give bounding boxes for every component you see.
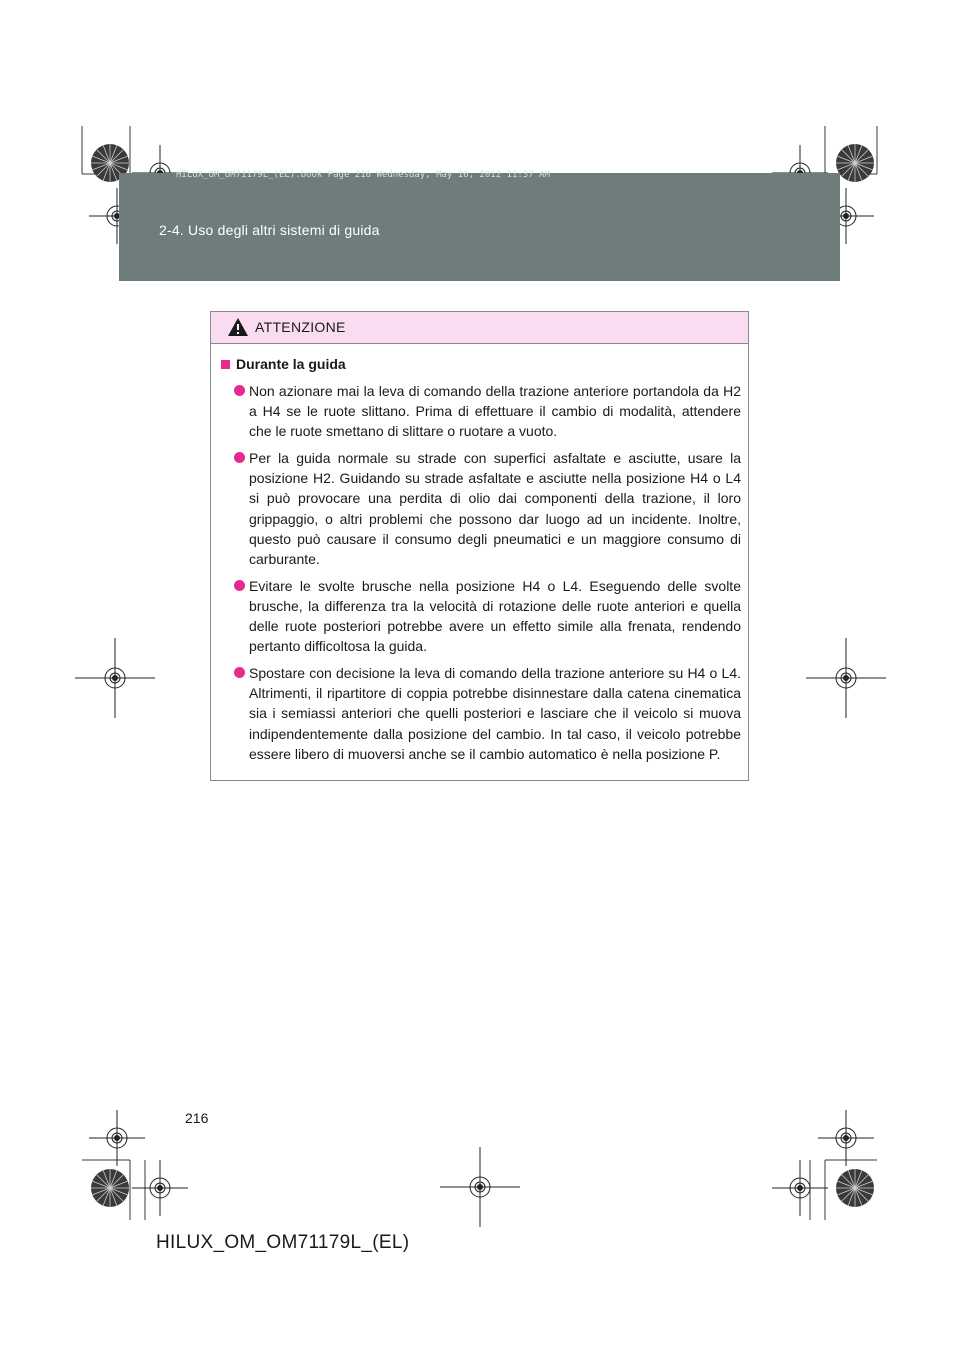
starburst-target-icon [835, 1168, 875, 1208]
warning-box [210, 311, 749, 781]
warning-subheading-text: Durante la guida [236, 356, 346, 372]
section-title: 2-4. Uso degli altri sistemi di guida [159, 222, 380, 238]
registration-target-icon [440, 1147, 520, 1227]
list-item [218, 448, 741, 569]
list-item-text: Per la guida normale su strade con superfici asfaltate e asciutte, usare la posizione H2. Guidando su strade asfaltate e asciutte nella posizione H4 o L4 si può provocare una perdita di olio dai componenti della trazione, il loro grippaggio, o altri problemi che possono dar luogo ad un incidente. Inoltre, questo può causare il consumo degli pneumatici e un maggiore consumo di carburante. [249, 450, 741, 567]
bullet-icon [234, 580, 245, 591]
registration-target-icon [772, 1160, 828, 1216]
document-code: HILUX_OM_OM71179L_(EL) [156, 1232, 410, 1253]
warning-subheading [218, 354, 741, 374]
list-item [218, 381, 741, 441]
warning-title: ATTENZIONE [255, 319, 346, 335]
registration-target-icon [75, 638, 155, 718]
list-item-text: Non azionare mai la leva di comando della trazione anteriore portandola da H2 a H4 se le ruote slittano. Prima di effettuare il cambio di modalità, attendere che le ruote smettano di slittare o ruotare a vuoto. [249, 383, 741, 440]
bullet-icon [234, 667, 245, 678]
list-item [218, 663, 741, 763]
square-bullet-icon [221, 360, 230, 369]
page-number: 216 [185, 1110, 209, 1126]
registration-target-icon [806, 638, 886, 718]
bullet-icon [234, 452, 245, 463]
list-item [218, 576, 741, 656]
bullet-icon [234, 385, 245, 396]
starburst-target-icon [90, 1168, 130, 1208]
registration-target-icon [89, 1110, 145, 1166]
warning-triangle-icon [227, 317, 249, 337]
warning-body [211, 344, 748, 764]
list-item-text: Evitare le svolte brusche nella posizione H4 o L4. Eseguendo delle svolte brusche, la differenza tra la velocità di rotazione delle ruote anteriori e quella delle ruote posteriori potrebbe avere un effetto simile alla frenata, rendendo pertanto difficoltosa la guida. [249, 577, 741, 655]
starburst-target-icon [835, 143, 875, 183]
registration-target-icon [818, 1110, 874, 1166]
print-stamp: HILUX_OM_OM71179L_(EL).book Page 216 Wednesday, May 16, 2012 11:37 AM [176, 170, 550, 180]
warning-header [211, 312, 748, 344]
list-item-text: Spostare con decisione la leva di comando della trazione anteriore su H4 o L4. Altrimenti, il ripartitore di coppia potrebbe disinnestare dalla catena cinematica sia i semiassi anteriori che quelli posteriori e lasciare che il veicolo si muova indipendentemente dalla posizione del cambio. In tal caso, il veicolo potrebbe essere libero di muoversi anche se il cambio automatico è nella posizione P. [249, 665, 741, 762]
registration-target-icon [132, 1160, 188, 1216]
